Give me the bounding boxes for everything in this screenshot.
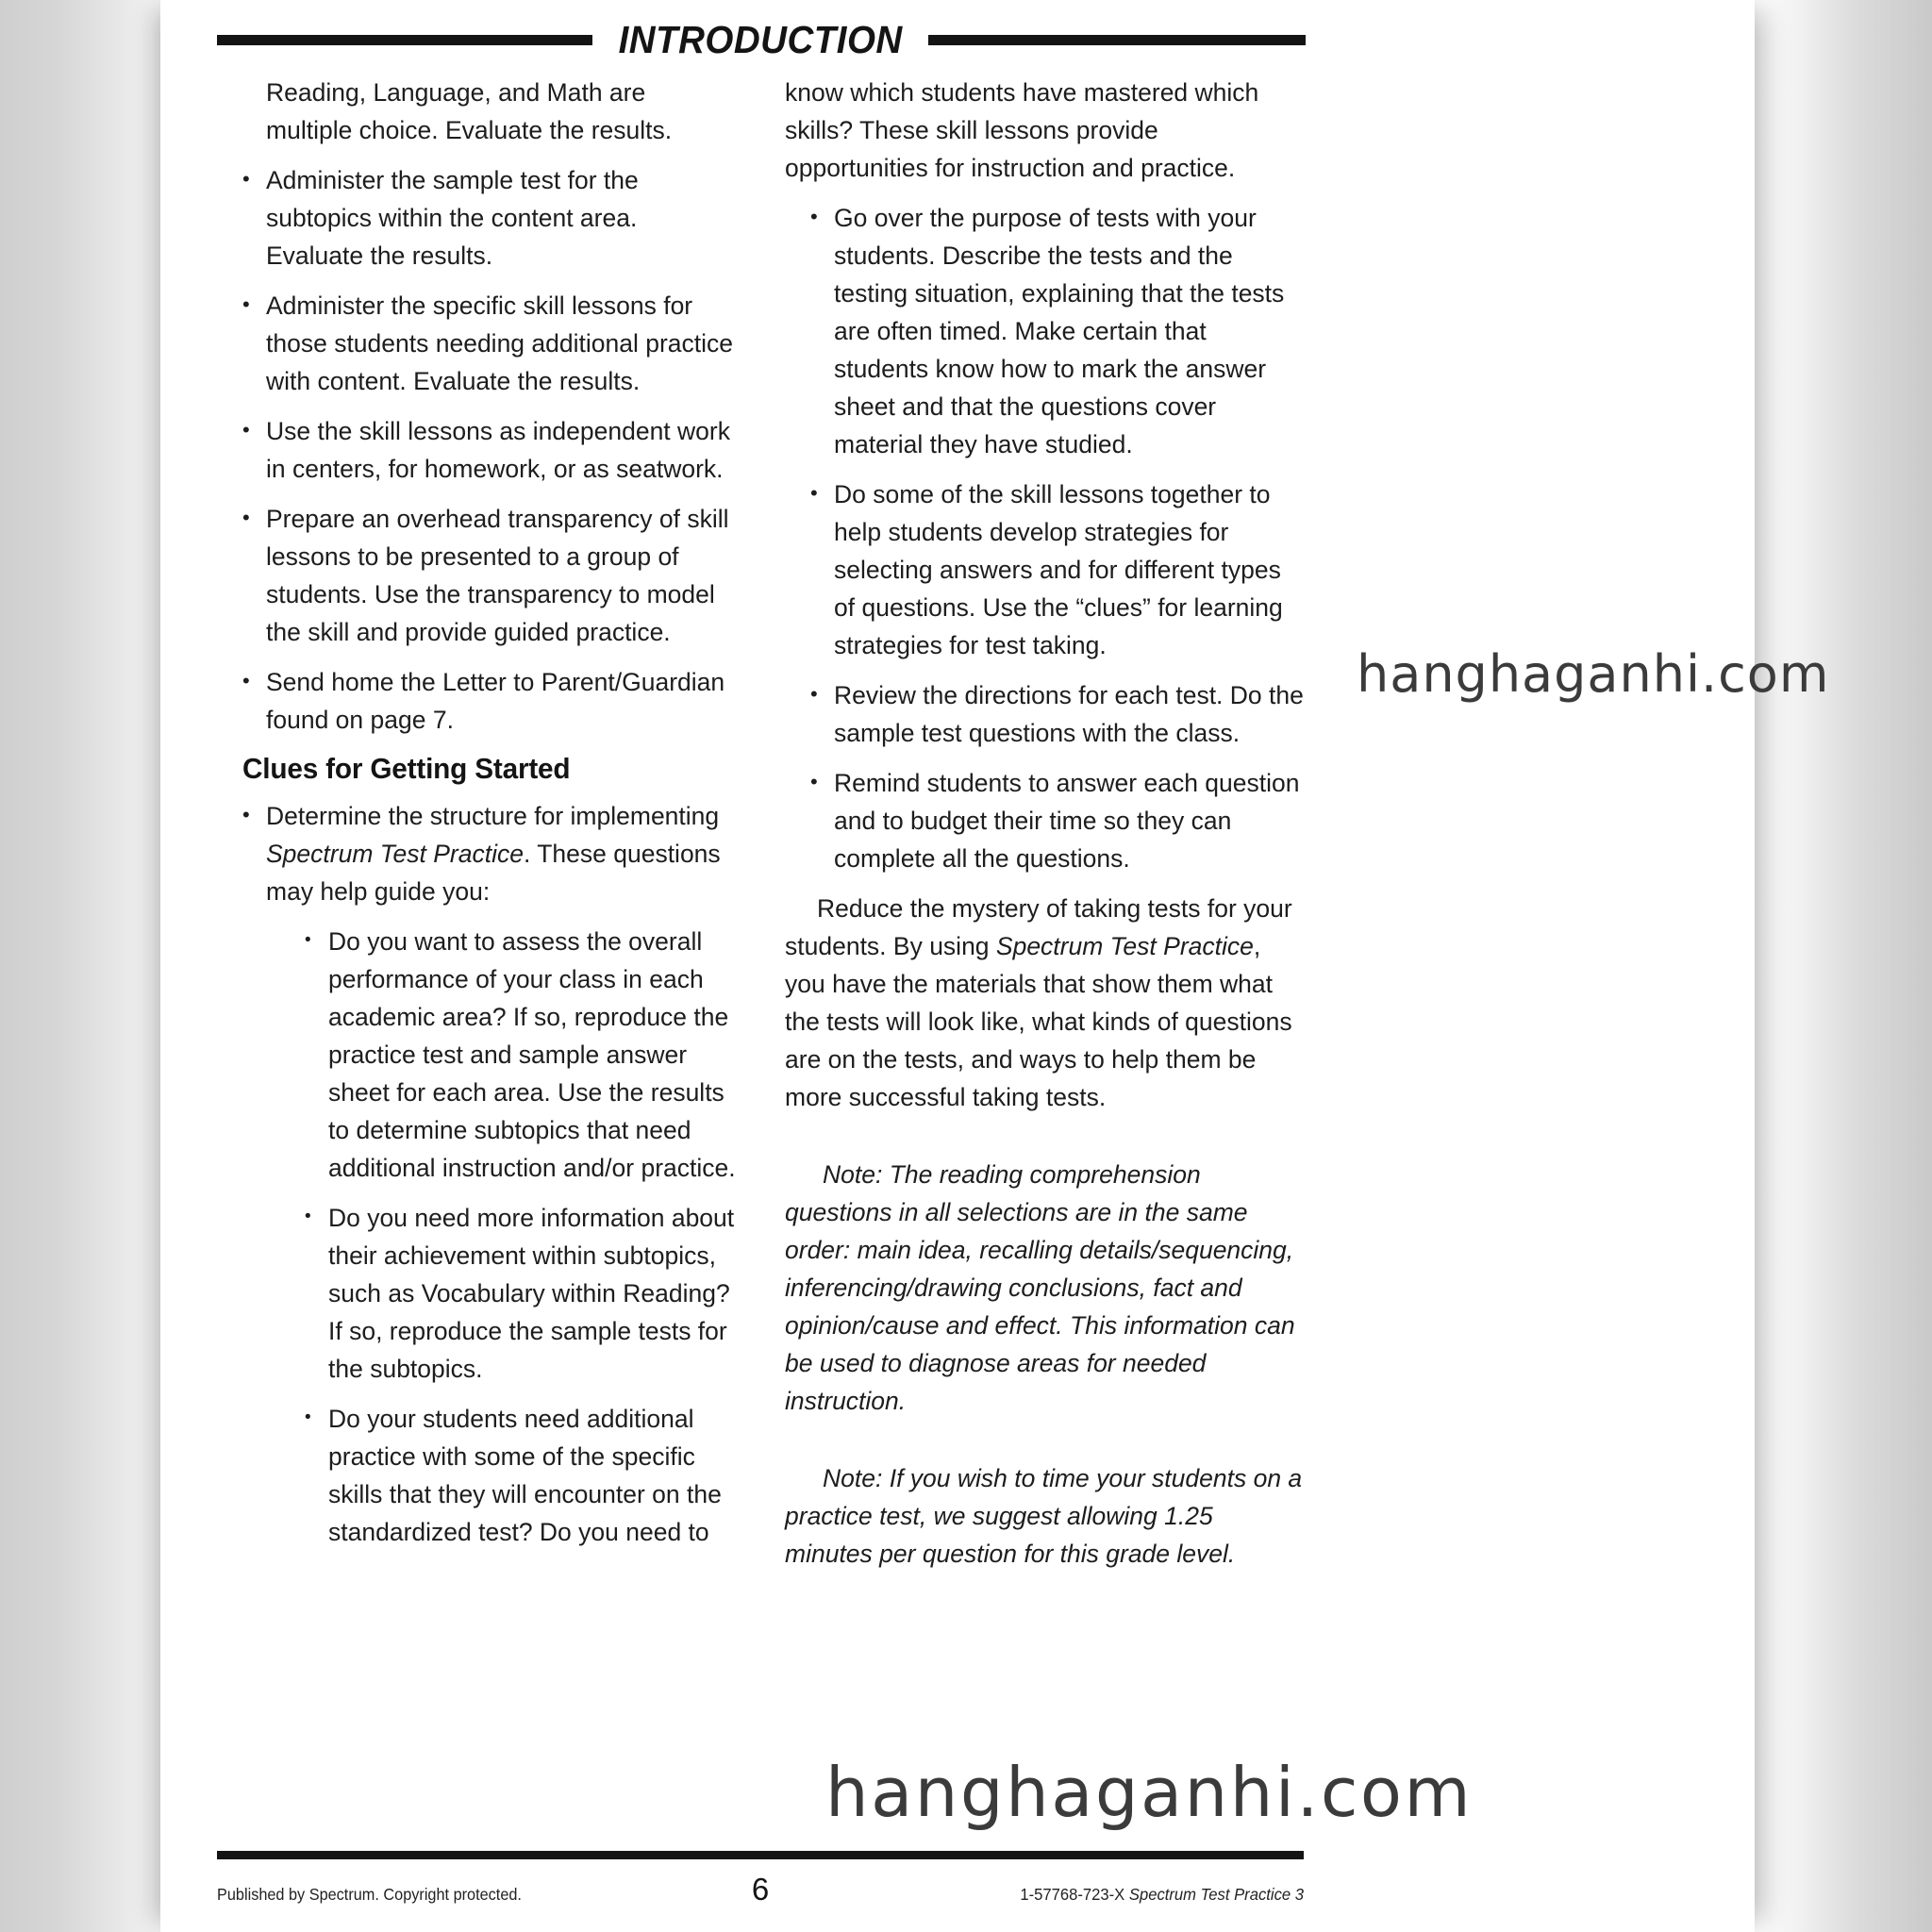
book-title-italic: Spectrum Test Practice xyxy=(266,840,524,868)
list-item: • Send home the Letter to Parent/Guardian found on page 7. xyxy=(217,663,736,739)
note-reading-comprehension: Note: The reading comprehension questions in all selections are in the same order: main idea, recalling details/sequencing, inferencing/drawing conclusions, fact and opinion/cause and effect. This information can be used to diagnose areas for needed instruction. xyxy=(785,1160,1295,1415)
footer-isbn: 1-57768-723-X xyxy=(1020,1885,1125,1904)
watermark-inline: hanghaganhi.com xyxy=(1357,644,1830,704)
footer-isbn-title xyxy=(883,1885,1305,1905)
page-sheet xyxy=(160,0,1830,1932)
right-column xyxy=(785,74,1304,1573)
book-title-italic: Spectrum Test Practice xyxy=(995,932,1254,960)
list-item: • Administer the sample test for the subtopics within the content area. Evaluate the results. xyxy=(217,161,736,275)
list-item: • Administer the specific skill lessons for those students needing additional practice with content. Evaluate the results. xyxy=(217,287,736,400)
list-item xyxy=(217,797,736,910)
header-rule-right xyxy=(928,35,1306,45)
right-continued-paragraph: know which students have mastered which skills? These skill lessons provide opportunities for instruction and practice. xyxy=(785,78,1259,182)
footer-publisher: Published by Spectrum. Copyright protected. xyxy=(217,1885,522,1904)
list-item: • Do you want to assess the overall performance of your class in each academic area? If so, reproduce the practice test and sample answer sheet for each area. Use the results to determine subtopics that need additional instruction and/or practice. xyxy=(217,923,736,1187)
closing-text-before: Reduce the mystery of taking tests for your students. By using xyxy=(785,894,1292,960)
left-continued-paragraph: Reading, Language, and Math are multiple choice. Evaluate the results. xyxy=(266,78,673,144)
clues-intro-text-after: . These questions may help guide you: xyxy=(266,840,721,906)
left-column xyxy=(217,74,736,1573)
list-item: • Review the directions for each test. Do the sample test questions with the class. xyxy=(785,676,1304,752)
list-item: • Do your students need additional practice with some of the specific skills that they will encounter on the standardized test? Do you need to xyxy=(217,1400,736,1551)
footer-book-title: Spectrum Test Practice 3 xyxy=(1128,1885,1304,1904)
body-columns xyxy=(217,74,1304,1573)
page-content-area xyxy=(217,0,1830,1932)
clues-intro-text-before: Determine the structure for implementing xyxy=(266,802,720,830)
clues-sub-bullet-list xyxy=(217,923,736,1551)
watermark-bottom: hanghaganhi.com xyxy=(825,1753,1474,1832)
list-item: • Do you need more information about their achievement within subtopics, such as Vocabulary within Reading? If so, reproduce the sample tests for the subtopics. xyxy=(217,1199,736,1388)
list-item: • Go over the purpose of tests with your students. Describe the tests and the testing situation, explaining that the tests are often timed. Make certain that students know how to mark the answer sheet and that the questions cover material they have studied. xyxy=(785,199,1304,463)
page-footer xyxy=(217,1872,1304,1907)
clues-intro-list xyxy=(217,797,736,910)
left-bullet-list xyxy=(217,161,736,739)
right-bullet-list xyxy=(785,199,1304,877)
footer-page-number: 6 xyxy=(751,1872,770,1907)
list-item: • Prepare an overhead transparency of skill lessons to be presented to a group of students. Use the transparency to model the skill and provide guided practice. xyxy=(217,500,736,651)
list-item: • Do some of the skill lessons together to help students develop strategies for selecting answers and for different types of questions. Use the “clues” for learning strategies for test taking. xyxy=(785,475,1304,664)
page-header xyxy=(217,18,1304,61)
list-item: • Remind students to answer each question and to budget their time so they can complete all the questions. xyxy=(785,764,1304,877)
list-item: • Use the skill lessons as independent work in centers, for homework, or as seatwork. xyxy=(217,412,736,488)
note-timing: Note: If you wish to time your students on a practice test, we suggest allowing 1.25 minutes per question for this grade level. xyxy=(785,1464,1303,1568)
footer-rule xyxy=(217,1851,1304,1859)
header-rule-left xyxy=(217,35,592,45)
section-heading-clues: Clues for Getting Started xyxy=(242,752,571,785)
page-title: INTRODUCTION xyxy=(618,18,903,61)
closing-text-after: , you have the materials that show them what the tests will look like, what kinds of questions are on the tests, and ways to help them be more successful taking tests. xyxy=(785,932,1292,1111)
right-closing-paragraph xyxy=(785,890,1304,1116)
